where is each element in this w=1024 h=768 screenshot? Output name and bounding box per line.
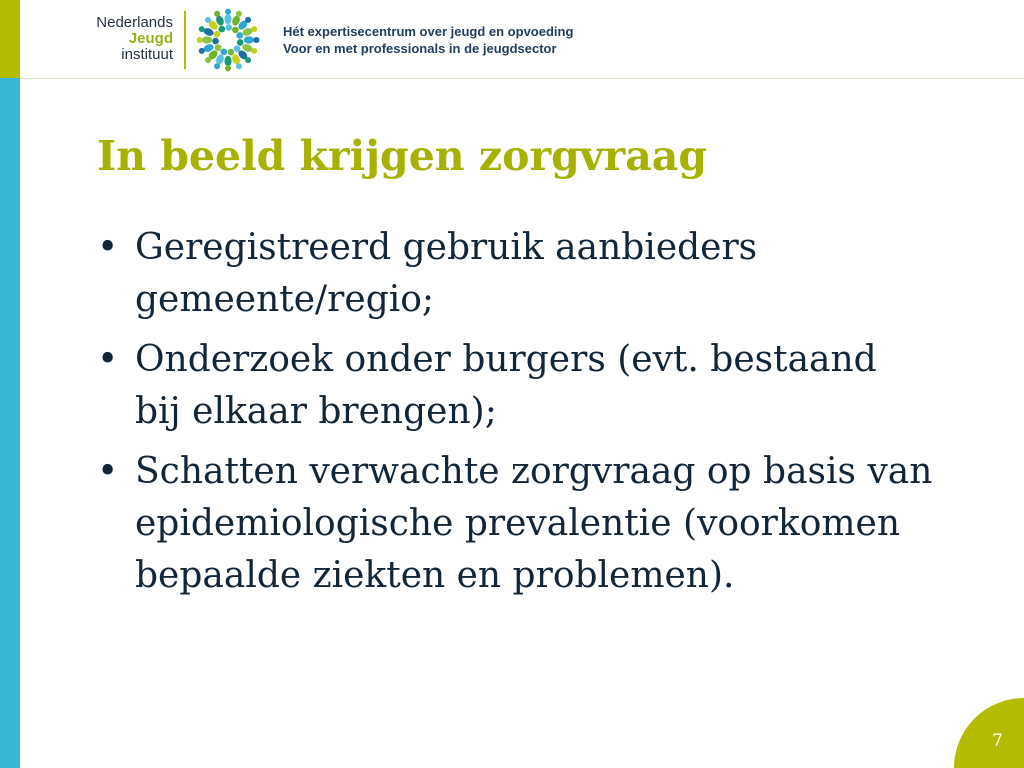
emblem-person-head (245, 17, 251, 23)
emblem-person-head (197, 37, 203, 43)
emblem-inner-dot (228, 49, 235, 56)
top-left-accent-bar (0, 0, 20, 78)
emblem-person-head (214, 11, 220, 17)
emblem-person-head (236, 11, 242, 17)
page-number-corner (954, 698, 1024, 768)
emblem-inner-dot (212, 38, 219, 45)
bullet-text-line: bepaalde ziekten en problemen). (135, 555, 735, 596)
logo-divider (184, 11, 186, 69)
slide-title: In beeld krijgen zorgvraag (97, 132, 707, 180)
emblem-inner-dot (225, 24, 232, 31)
emblem-inner-dot (234, 45, 241, 52)
emblem-person-body (202, 36, 212, 43)
bullet-dot: • (97, 227, 119, 268)
bullet-text-line: bij elkaar brengen); (135, 391, 497, 432)
emblem-person-head (251, 26, 257, 32)
header-tagline (283, 23, 573, 57)
emblem-person-head (251, 48, 257, 54)
bullet-text-line: Onderzoek onder burgers (evt. bestaand (135, 339, 877, 380)
emblem-inner-dot (215, 44, 222, 51)
bullet-text-line: Schatten verwachte zorgvraag op basis van (135, 451, 933, 492)
emblem-inner-dot (221, 48, 228, 55)
emblem-person-head (199, 48, 205, 54)
emblem-person-body (224, 56, 231, 66)
emblem-inner-dot (219, 26, 226, 33)
emblem-inner-dot (236, 32, 243, 39)
bullet-item (97, 334, 932, 438)
tagline-line-1: Hét expertisecentrum over jeugd en opvoeding (283, 24, 574, 39)
left-side-accent-bar (0, 78, 20, 768)
circle-of-people-emblem-icon (196, 8, 260, 72)
emblem-person-head (236, 63, 242, 69)
emblem-person-head (199, 26, 205, 32)
bullet-item (97, 446, 932, 602)
bullet-text-line: epidemiologische prevalentie (voorkomen (135, 503, 900, 544)
bullet-list (97, 222, 932, 610)
emblem-person-head (245, 57, 251, 63)
header-divider-line (20, 78, 1024, 79)
emblem-person-head (205, 17, 211, 23)
logo-line-jeugd: Jeugd (128, 30, 173, 47)
emblem-person-head (214, 63, 220, 69)
emblem-person-body (224, 14, 231, 24)
bullet-item (97, 222, 932, 326)
tagline-line-2: Voor en met professionals in de jeugdsector (283, 41, 557, 56)
logo-line-instituut: instituut (121, 46, 173, 63)
bullet-dot: • (97, 451, 119, 492)
bullet-text-line: Geregistreerd gebruik aanbieders (135, 227, 758, 268)
emblem-inner-dot (232, 27, 239, 34)
emblem-person-head (225, 65, 231, 71)
emblem-person-head (253, 37, 259, 43)
emblem-person-head (225, 9, 231, 15)
logo-line-nederlands: Nederlands (96, 14, 173, 31)
organization-logo-text (80, 15, 173, 63)
emblem-person-body (244, 36, 254, 43)
emblem-inner-dot (237, 39, 244, 46)
emblem-inner-dot (214, 31, 221, 38)
emblem-person-head (205, 57, 211, 63)
bullet-dot: • (97, 339, 119, 380)
bullet-text-line: gemeente/regio; (135, 279, 435, 320)
page-number: 7 (992, 731, 1003, 751)
